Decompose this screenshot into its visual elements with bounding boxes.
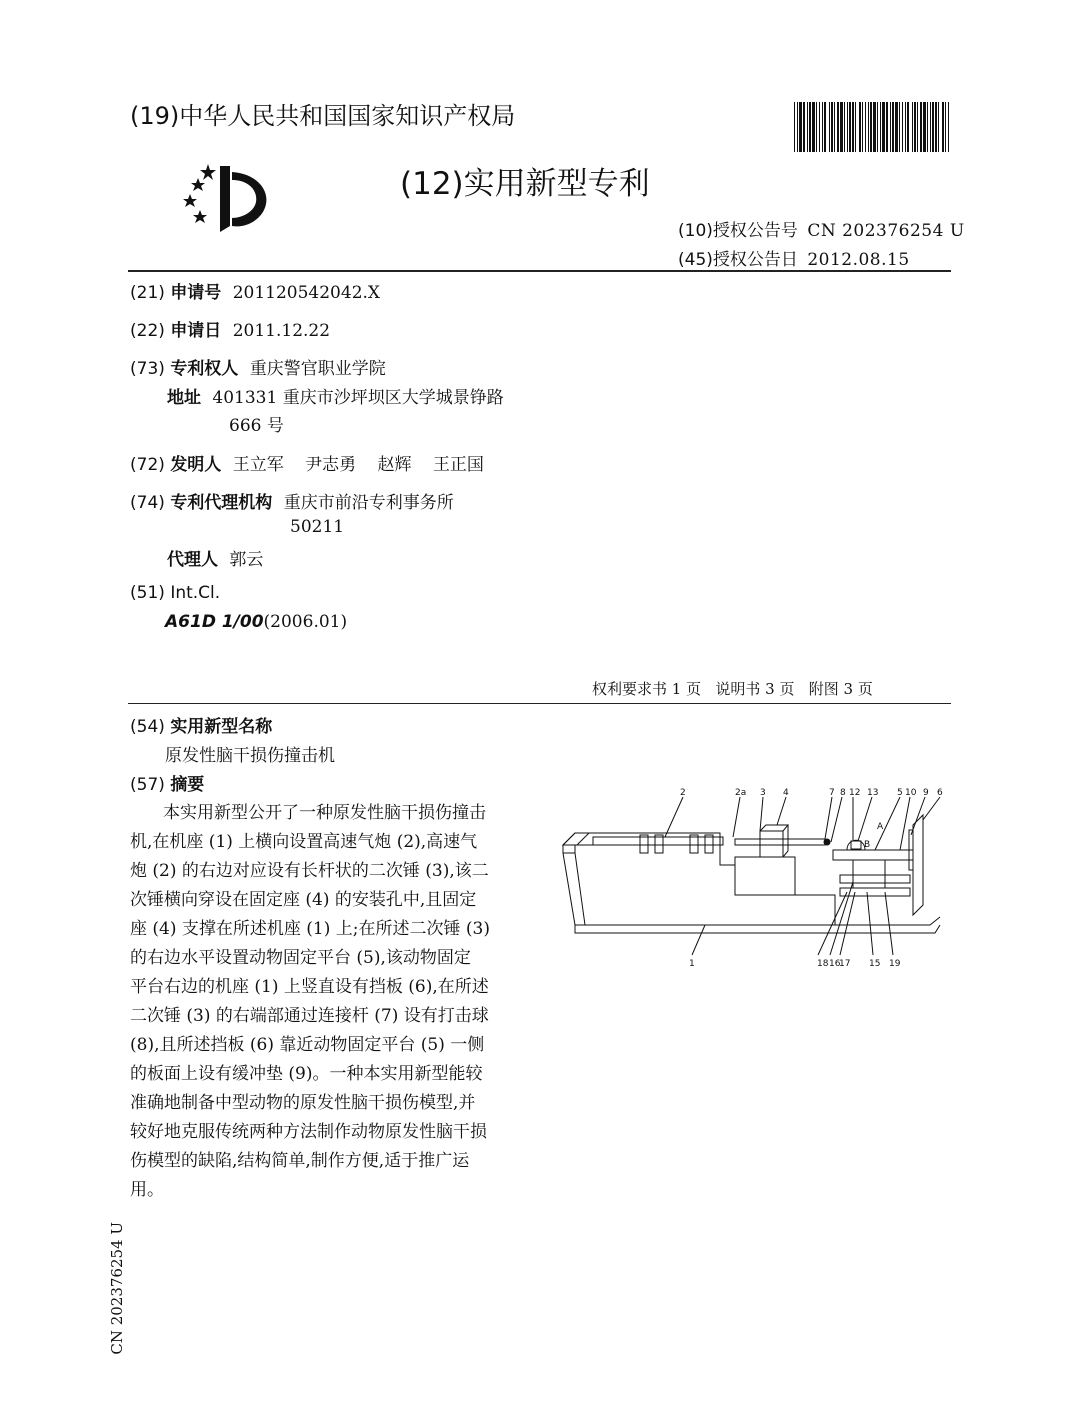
barcode-bar xyxy=(831,102,833,152)
barcode-bar xyxy=(945,102,946,152)
abstract-line: 的板面上设有缓冲垫 (9)。一种本实用新型能较 xyxy=(130,1064,483,1084)
document-type-heading: (12)实用新型专利 xyxy=(400,166,650,202)
barcode-bar xyxy=(797,102,798,152)
barcode xyxy=(793,102,951,152)
barcode-bar xyxy=(902,102,903,152)
address-field xyxy=(167,383,504,408)
field-code: (72) xyxy=(130,455,165,475)
ipc-version: (2006.01) xyxy=(263,612,348,632)
barcode-bar xyxy=(930,102,931,152)
publication-number-value: CN 202376254 U xyxy=(807,221,965,241)
barcode-bar xyxy=(914,102,916,152)
inventor-name: 王立军 xyxy=(232,455,284,475)
application-number-field xyxy=(130,278,380,303)
publication-number-row xyxy=(678,216,965,241)
part-label: 16 xyxy=(829,959,841,969)
barcode-bar xyxy=(892,102,894,152)
barcode-bar xyxy=(868,102,869,152)
abstract-line: 机,在机座 (1) 上横向设置高速气炮 (2),高速气 xyxy=(130,832,478,852)
barcode-bar xyxy=(807,102,808,152)
inventor-name: 王正国 xyxy=(432,455,484,475)
barcode-bar xyxy=(855,102,856,152)
machine-drawing xyxy=(555,785,945,970)
barcode-bar xyxy=(803,102,805,152)
agency-name: 重庆市前沿专利事务所 xyxy=(283,493,454,513)
barcode-bar xyxy=(844,102,845,152)
barcode-bar xyxy=(822,102,823,152)
field-label: 实用新型名称 xyxy=(170,717,273,737)
part-label: 3 xyxy=(760,788,766,798)
barcode-bar xyxy=(865,102,866,152)
inventors-field xyxy=(130,450,484,475)
agency-field xyxy=(130,488,454,513)
part-label: B xyxy=(864,840,871,850)
part-label: 2 xyxy=(680,788,686,798)
page-count-summary: 权利要求书 1 页 说明书 3 页 附图 3 页 xyxy=(592,680,873,698)
barcode-bar xyxy=(849,102,851,152)
patentee-name: 重庆警官职业学院 xyxy=(249,359,386,379)
title-heading xyxy=(130,712,272,737)
abstract-line: (8),且所述挡板 (6) 靠近动物固定平台 (5) 一侧 xyxy=(130,1035,485,1055)
address-line: 401331 重庆市沙坪坝区大学城景铮路 xyxy=(212,388,504,408)
ipc-row xyxy=(165,612,347,632)
barcode-bar xyxy=(862,102,863,152)
part-label: 7 xyxy=(829,788,835,798)
field-code: (22) xyxy=(130,321,165,341)
part-label: 10 xyxy=(905,788,917,798)
barcode-bar xyxy=(920,102,922,152)
barcode-bar xyxy=(809,102,811,152)
part-label: 4 xyxy=(783,788,789,798)
field-label: 专利代理机构 xyxy=(170,493,273,513)
barcode-bar xyxy=(840,102,843,152)
application-date-field xyxy=(130,316,330,341)
barcode-bar xyxy=(905,102,906,152)
barcode-bar xyxy=(877,102,878,152)
abstract-line: 二次锤 (3) 的右端部通过连接杆 (7) 设有打击球 xyxy=(130,1006,489,1026)
abstract-line: 次锤横向穿设在固定座 (4) 的安装孔中,且固定 xyxy=(130,890,477,910)
inventor-name: 赵辉 xyxy=(377,455,412,475)
barcode-bar xyxy=(812,102,815,152)
header-divider xyxy=(128,270,951,272)
part-label: 13 xyxy=(867,788,879,798)
barcode-bar xyxy=(899,102,900,152)
field-label: 代理人 xyxy=(167,550,218,570)
abstract-line: 伤模型的缺陷,结构简单,制作方便,适于推广运 xyxy=(130,1151,470,1171)
barcode-bar xyxy=(882,102,885,152)
part-label: 17 xyxy=(839,959,851,969)
barcode-bar xyxy=(942,102,944,152)
publication-date-value: 2012.08.15 xyxy=(807,250,910,270)
abstract-line: 本实用新型公开了一种原发性脑干损伤撞击 xyxy=(163,803,486,823)
part-label: 12 xyxy=(849,788,861,798)
field-label: 摘要 xyxy=(170,775,205,795)
field-code: (51) xyxy=(130,583,165,603)
barcode-bar xyxy=(799,102,802,152)
field-code: (21) xyxy=(130,283,165,303)
part-label: 6 xyxy=(937,788,943,798)
abstract-heading xyxy=(130,770,204,795)
abstract-line: 座 (4) 支撑在所述机座 (1) 上;在所述二次锤 (3) xyxy=(130,919,490,939)
barcode-bar xyxy=(880,102,881,152)
abstract-line: 平台右边的机座 (1) 上竖直设有挡板 (6),在所述 xyxy=(130,977,489,997)
ipc-class: A61D 1/00 xyxy=(165,612,264,632)
part-label: 2a xyxy=(735,788,747,798)
address-line: 666 号 xyxy=(229,416,284,436)
inventor-name: 尹志勇 xyxy=(305,455,357,475)
barcode-bar xyxy=(852,102,854,152)
part-label: 19 xyxy=(889,959,901,969)
publication-date-label: (45)授权公告日 xyxy=(678,250,798,270)
barcode-bar xyxy=(895,102,898,152)
barcode-bar xyxy=(794,102,795,152)
agency-number-row xyxy=(290,517,344,537)
part-label: 18 xyxy=(817,959,829,969)
field-code: (74) xyxy=(130,493,165,513)
publication-number-label: (10)授权公告号 xyxy=(678,221,798,241)
barcode-bar xyxy=(816,102,817,152)
section-divider xyxy=(128,703,951,704)
agent-field xyxy=(167,545,263,570)
barcode-bar xyxy=(932,102,934,152)
barcode-bar xyxy=(819,102,820,152)
field-label: 专利权人 xyxy=(170,359,239,379)
field-code: (54) xyxy=(130,717,165,737)
barcode-bar xyxy=(859,102,861,152)
part-label: 5 xyxy=(897,788,903,798)
field-label: 地址 xyxy=(167,388,201,408)
barcode-bar xyxy=(948,102,949,152)
barcode-bar xyxy=(890,102,891,152)
barcode-bar xyxy=(824,102,826,152)
abstract-line: 的右边水平设置动物固定平台 (5),该动物固定 xyxy=(130,948,471,968)
abstract-line: 准确地制备中型动物的原发性脑干损伤模型,并 xyxy=(130,1093,476,1113)
part-label: A xyxy=(877,822,884,832)
field-label: 申请号 xyxy=(170,283,222,303)
barcode-bar xyxy=(829,102,830,152)
publication-date-row xyxy=(678,245,910,270)
barcode-bar xyxy=(870,102,872,152)
side-number-text: CN 202376254 U xyxy=(108,1222,126,1355)
abstract-line: 炮 (2) 的右边对应设有长杆状的二次锤 (3),该二 xyxy=(130,861,489,881)
part-label: 1 xyxy=(689,959,695,969)
barcode-bar xyxy=(837,102,839,152)
barcode-bar xyxy=(923,102,926,152)
agency-number: 50211 xyxy=(290,517,345,537)
part-label: 8 xyxy=(840,788,846,798)
barcode-bar xyxy=(912,102,913,152)
utility-model-title: 原发性脑干损伤撞击机 xyxy=(165,746,335,766)
field-code: (57) xyxy=(130,775,165,795)
field-label: Int.Cl. xyxy=(170,583,221,603)
part-label: 15 xyxy=(869,959,881,969)
agent-name: 郭云 xyxy=(229,550,264,570)
barcode-bar xyxy=(917,102,918,152)
field-label: 申请日 xyxy=(170,321,222,341)
authority-heading: (19)中华人民共和国国家知识产权局 xyxy=(130,102,516,130)
abstract-line: 较好地克服传统两种方法制作动物原发性脑干损 xyxy=(130,1122,487,1142)
patentee-field xyxy=(130,354,386,379)
barcode-bar xyxy=(927,102,928,152)
application-date: 2011.12.22 xyxy=(232,321,331,341)
address-line-2 xyxy=(229,411,284,436)
barcode-bar xyxy=(873,102,876,152)
barcode-bar xyxy=(847,102,848,152)
int-cl-field xyxy=(130,583,220,603)
barcode-bar xyxy=(886,102,888,152)
side-publication-number xyxy=(108,1222,126,1362)
barcode-bar xyxy=(907,102,909,152)
application-number: 201120542042.X xyxy=(232,283,381,303)
cnipa-logo xyxy=(180,158,275,236)
part-label: 9 xyxy=(923,788,929,798)
field-code: (73) xyxy=(130,359,165,379)
barcode-bar xyxy=(938,102,939,152)
abstract-line: 用。 xyxy=(130,1180,164,1200)
barcode-bar xyxy=(935,102,937,152)
barcode-bar xyxy=(834,102,835,152)
field-label: 发明人 xyxy=(170,455,222,475)
